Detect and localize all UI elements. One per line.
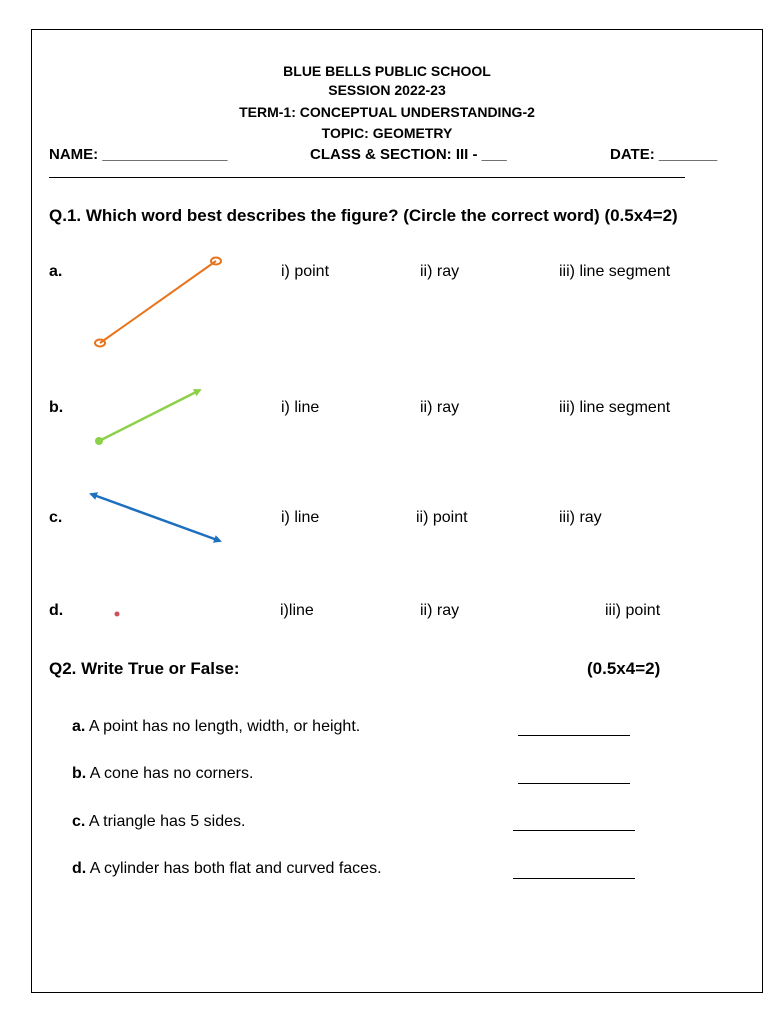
q2-statement-b xyxy=(72,765,253,783)
q1-c-option-2: ii) point xyxy=(416,509,468,526)
q2-d-answer-blank[interactable] xyxy=(513,878,635,879)
q2-statement-d xyxy=(72,860,382,878)
q1-a-option-2: ii) ray xyxy=(420,263,460,280)
date-field: DATE: _______ xyxy=(610,146,718,163)
school-name: BLUE BELLS PUBLIC SCHOOL xyxy=(283,63,491,79)
q2-d-text: A cylinder has both flat and curved faces. xyxy=(89,860,382,877)
ray-figure xyxy=(95,390,200,445)
topic: TOPIC: GEOMETRY xyxy=(321,125,453,141)
q2-title: Q2. Write True or False: xyxy=(49,659,240,678)
point-figure xyxy=(115,612,120,617)
q1-item-c-letter: c. xyxy=(49,509,63,526)
q1-b-option-3: iii) line segment xyxy=(559,399,671,416)
q2-a-letter: a. xyxy=(72,718,86,735)
q2-statement-c xyxy=(72,813,245,831)
q1-b-option-2: ii) ray xyxy=(420,399,460,416)
q1-a-option-1: i) point xyxy=(281,263,330,280)
q1-item-d-letter: d. xyxy=(49,602,64,619)
q1-item-b-letter: b. xyxy=(49,399,64,416)
q2-c-letter: c. xyxy=(72,813,86,830)
q2-c-text: A triangle has 5 sides. xyxy=(88,813,246,830)
q2-b-letter: b. xyxy=(72,765,87,782)
q1-c-option-3: iii) ray xyxy=(559,509,602,526)
q1-b-option-1: i) line xyxy=(281,399,320,416)
q2-b-answer-blank[interactable] xyxy=(518,783,630,784)
term-title: TERM-1: CONCEPTUAL UNDERSTANDING-2 xyxy=(239,104,535,120)
q2-d-letter: d. xyxy=(72,860,87,877)
q1-c-option-1: i) line xyxy=(281,509,320,526)
q2-c-answer-blank[interactable] xyxy=(513,830,635,831)
q1-d-option-2: ii) ray xyxy=(420,602,460,619)
q1-d-option-3: iii) point xyxy=(605,602,661,619)
q1-title: Q.1. Which word best describes the figure? (Circle the correct word) (0.5x4=2) xyxy=(49,206,678,225)
q1-a-option-3: iii) line segment xyxy=(559,263,671,280)
q2-statement-a xyxy=(72,718,360,736)
name-field: NAME: _______________ xyxy=(49,146,228,163)
line-segment-figure xyxy=(95,258,221,347)
session: SESSION 2022-23 xyxy=(328,82,446,98)
q1-item-a-letter: a. xyxy=(49,263,63,280)
q2-b-text: A cone has no corners. xyxy=(89,765,254,782)
q1-d-option-1: i)line xyxy=(280,602,314,619)
class-section-field: CLASS & SECTION: III - ___ xyxy=(310,146,507,163)
q2-a-text: A point has no length, width, or height. xyxy=(88,718,361,735)
line-figure xyxy=(91,494,220,541)
q2-marks: (0.5x4=2) xyxy=(587,659,661,678)
q2-a-answer-blank[interactable] xyxy=(518,735,630,736)
